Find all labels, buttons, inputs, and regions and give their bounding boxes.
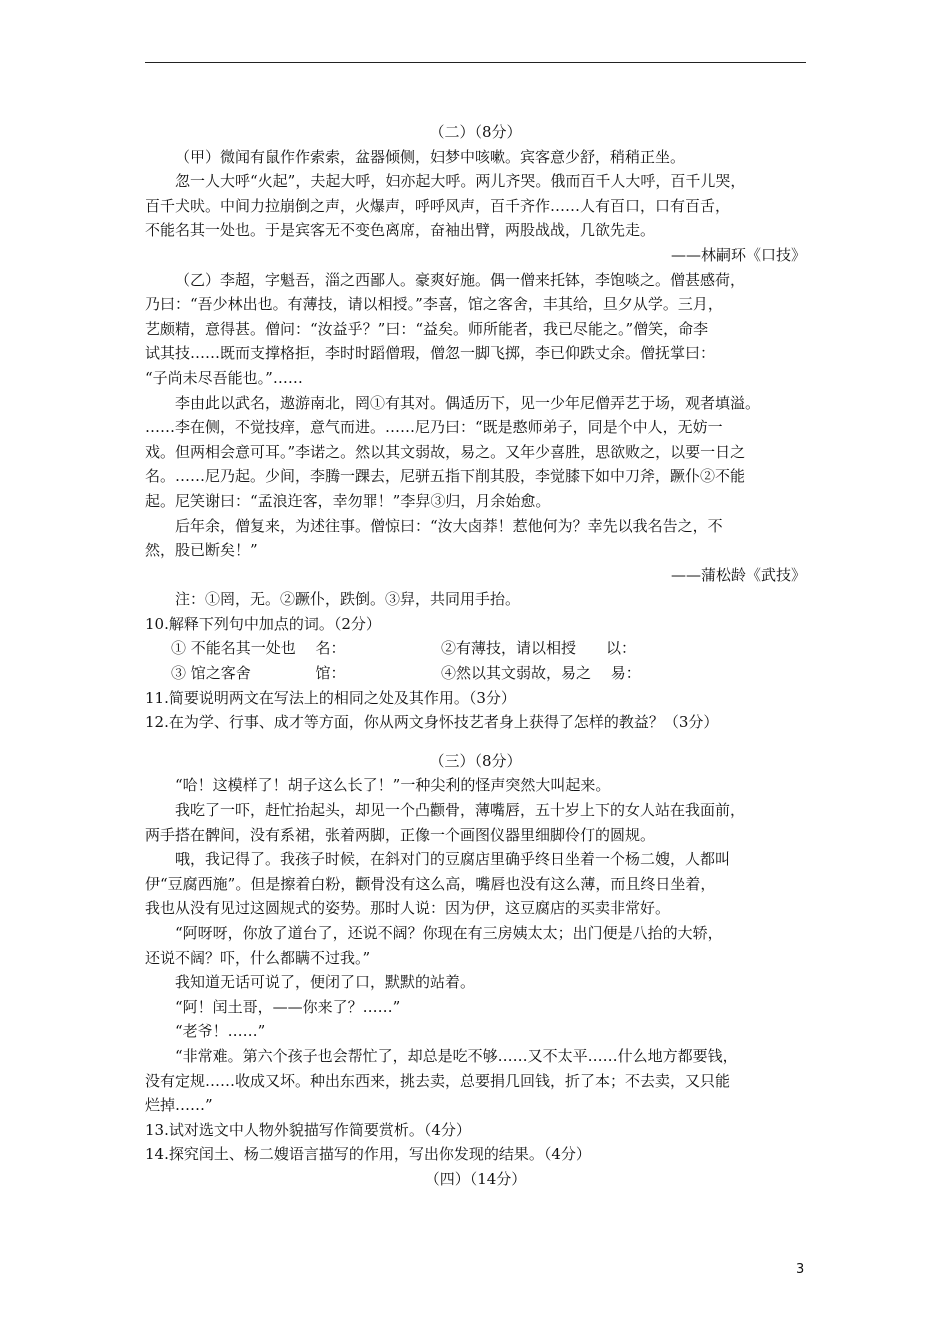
question-10-item: ③ 馆之客舍 馆： xyxy=(171,664,346,683)
passage-3-line: 还说不阔？吓，什么都瞒不过我。” xyxy=(145,948,371,967)
passage-yi-line: 艺颇精，意得甚。僧问：“汝益乎？”曰：“益矣。师所能者，我已尽能之。”僧笑，命李 xyxy=(145,319,709,338)
question-11: 11.简要说明两文在写法上的相同之处及其作用。（3分） xyxy=(145,688,516,707)
passage-jia-line: 不能名其一处也。于是宾客无不变色离席，奋袖出臂，两股战战，几欲先走。 xyxy=(145,221,656,240)
passage-jia-source: ——林嗣环《口技》 xyxy=(670,245,806,264)
annotation-note: 注：①罔，无。②蹶仆，跌倒。③舁，共同用手抬。 xyxy=(175,590,521,609)
passage-3-line: “阿呀呀，你放了道台了，还说不阔？你现在有三房姨太太；出门便是八抬的大轿， xyxy=(175,924,723,942)
question-10-item: ④然以其文弱故，易之 易： xyxy=(441,664,641,683)
passage-3-line: 烂掉……” xyxy=(145,1096,213,1115)
passage-yi-line: 乃曰：“吾少林出也。有薄技，请以相授。”李喜，馆之客舍，丰其给，旦夕从学。三月， xyxy=(145,295,723,314)
passage-3-line: “老爷！……” xyxy=(175,1022,266,1041)
passage-yi-line: ……李在侧，不觉技痒，意气而进。……尼乃曰：“既是憨师弟子，同是个中人，无妨一 xyxy=(145,418,723,437)
passage-yi-line: 起。尼笑谢曰：“孟浪迕客，幸勿罪！”李舁③归，月余始愈。 xyxy=(145,491,551,510)
question-14: 14.探究闰土、杨二嫂语言描写的作用，写出你发现的结果。（4分） xyxy=(145,1145,591,1164)
page-number: 3 xyxy=(796,1262,805,1277)
passage-3-line: “哈！这模样了！胡子这么长了！”一种尖利的怪声突然大叫起来。 xyxy=(175,776,611,795)
passage-yi-line: （乙）李超，字魁吾，淄之西鄙人。豪爽好施。偶一僧来托钵，李饱啖之。僧甚感荷， xyxy=(175,270,746,289)
section-4-heading: （四）（14分） xyxy=(424,1169,527,1188)
question-10-item: ① 不能名其一处也 名： xyxy=(171,639,346,658)
passage-jia-line: （甲）微闻有鼠作作索索，盆器倾侧，妇梦中咳嗽。宾客意少舒，稍稍正坐。 xyxy=(175,147,686,166)
question-10-row xyxy=(145,661,806,686)
passage-jia-line: 忽一人大呼“火起”，夫起大呼，妇亦起大呼。两儿齐哭。俄而百千人大呼，百千儿哭， xyxy=(175,172,746,191)
question-13: 13.试对选文中人物外貌描写作简要赏析。（4分） xyxy=(145,1120,471,1139)
question-12: 12.在为学、行事、成才等方面，你从两文身怀技艺者身上获得了怎样的教益？（3分） xyxy=(145,713,719,732)
passage-3-line: 两手搭在髀间，没有系裙，张着两脚，正像一个画图仪器里细脚伶仃的圆规。 xyxy=(145,825,656,844)
passage-3-line: 我也从没有见过这圆规式的姿势。那时人说：因为伊，这豆腐店的买卖非常好。 xyxy=(145,899,671,918)
header-rule xyxy=(145,62,806,63)
passage-yi-line: 后年余，僧复来，为述往事。僧惊曰：“汝大卤莽！惹他何为？幸先以我名告之，不 xyxy=(175,516,723,535)
passage-3-line: 我吃了一吓，赶忙抬起头，却见一个凸颧骨，薄嘴唇，五十岁上下的女人站在我面前， xyxy=(175,801,746,820)
passage-yi-line: “子尚未尽吾能也。”…… xyxy=(145,368,303,387)
passage-yi-line: 李由此以武名，遨游南北，罔①有其对。偶适历下，见一少年尼僧弄艺于场，观者填溢。 xyxy=(175,393,761,412)
question-10: 10.解释下列句中加点的词。（2分） xyxy=(145,614,381,633)
passage-3-line: “阿！闰土哥，——你来了？……” xyxy=(175,997,401,1016)
question-10-row xyxy=(145,636,806,661)
passage-yi-line: 然，股已断矣！” xyxy=(145,541,258,560)
passage-3-line: 我知道无话可说了，便闭了口，默默的站着。 xyxy=(175,973,476,992)
passage-yi-line: 试其技……既而支撑格拒，李时时蹈僧瑕，僧忽一脚飞掷，李已仰跌丈余。僧抚掌曰： xyxy=(145,344,716,363)
section-3-heading: （三）（8分） xyxy=(429,751,522,770)
passage-3-line: 哦，我记得了。我孩子时候，在斜对门的豆腐店里确乎终日坐着一个杨二嫂，人都叫 xyxy=(175,850,731,869)
passage-3-line: 没有定规……收成又坏。种出东西来，挑去卖，总要捐几回钱，折了本；不去卖，又只能 xyxy=(145,1071,731,1090)
question-10-item: ②有薄技，请以相授 以： xyxy=(441,639,637,658)
section-2-heading: （二）（8分） xyxy=(429,123,522,141)
passage-3-line: 伊“豆腐西施”。但是擦着白粉，颧骨没有这么高，嘴唇也没有这么薄，而且终日坐着， xyxy=(145,874,716,893)
passage-yi-source: ——蒲松龄《武技》 xyxy=(670,565,806,584)
passage-3-line: “非常难。第六个孩子也会帮忙了，却总是吃不够……又不太平……什么地方都要钱， xyxy=(175,1046,738,1065)
passage-yi-line: 戏。但两相会意可耳。”李诺之。然以其文弱故，易之。又年少喜胜，思欲败之，以要一日之 xyxy=(145,442,746,461)
document-body xyxy=(145,120,806,1192)
passage-yi-line: 名。……尼乃起。少间，李腾一踝去，尼骈五指下削其股，李觉膝下如中刀斧，蹶仆②不能 xyxy=(145,467,746,486)
passage-jia-line: 百千犬吠。中间力拉崩倒之声，火爆声，呼呼风声，百千齐作……人有百口，口有百舌， xyxy=(145,196,731,215)
